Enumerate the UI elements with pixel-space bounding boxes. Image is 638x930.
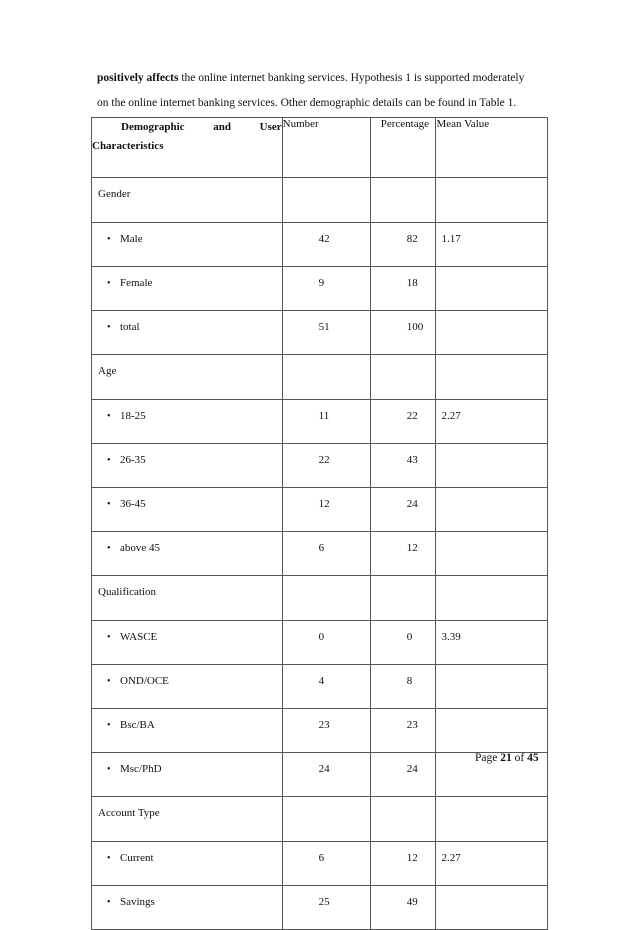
item-label-wrap — [92, 665, 282, 687]
item-label-cell — [92, 311, 283, 355]
mean-value-cell — [436, 311, 548, 355]
mean-value-cell — [436, 267, 548, 311]
number-cell: 42 — [282, 223, 370, 267]
category-number-cell — [282, 355, 370, 400]
mean-value-cell — [436, 709, 548, 753]
item-label: WASCE — [120, 631, 158, 643]
footer-total-pages: 45 — [527, 752, 539, 764]
table-body — [92, 178, 548, 930]
table-row — [92, 665, 548, 709]
percentage-cell: 22 — [370, 400, 436, 444]
table-row — [92, 709, 548, 753]
item-label-wrap — [92, 223, 282, 245]
bullet-icon: • — [107, 897, 111, 908]
bullet-icon: • — [107, 234, 111, 245]
percentage-cell: 100 — [370, 311, 436, 355]
header-characteristics-line2: Characteristics — [92, 140, 164, 152]
category-percentage-cell — [370, 576, 436, 621]
item-label-cell — [92, 223, 283, 267]
category-percentage-cell — [370, 355, 436, 400]
number-cell: 9 — [282, 267, 370, 311]
category-label: Gender — [92, 178, 283, 223]
category-number-cell — [282, 178, 370, 223]
item-label-wrap — [92, 444, 282, 466]
page-footer — [475, 752, 539, 764]
paragraph-line-2: on the online internet banking services. Other demographic details can be found in Table 1. — [97, 97, 517, 109]
table-header-row — [92, 118, 548, 178]
item-label: Male — [120, 233, 143, 245]
table-row — [92, 311, 548, 355]
table-row — [92, 621, 548, 665]
item-label-wrap — [92, 267, 282, 289]
number-cell: 51 — [282, 311, 370, 355]
bullet-icon: • — [107, 543, 111, 554]
table-row — [92, 267, 548, 311]
table-row — [92, 223, 548, 267]
header-characteristics — [92, 118, 283, 178]
line1-rest-text: the online internet banking services. Hypothesis 1 is supported moderately — [178, 72, 525, 84]
header-number: Number — [282, 118, 370, 178]
item-label-cell — [92, 709, 283, 753]
category-row — [92, 355, 548, 400]
category-mean-cell — [436, 576, 548, 621]
category-mean-cell — [436, 178, 548, 223]
table-row — [92, 444, 548, 488]
table-row — [92, 532, 548, 576]
table-row — [92, 488, 548, 532]
bullet-icon: • — [107, 676, 111, 687]
percentage-cell: 82 — [370, 223, 436, 267]
footer-page-word: Page — [475, 752, 498, 764]
percentage-cell: 43 — [370, 444, 436, 488]
item-label: 36-45 — [120, 498, 146, 510]
bullet-icon: • — [107, 853, 111, 864]
mean-value-cell: 1.17 — [436, 223, 548, 267]
item-label-cell — [92, 842, 283, 886]
item-label-cell — [92, 267, 283, 311]
paragraph-line-1 — [97, 70, 524, 86]
header-mean-value: Mean Value — [436, 118, 548, 178]
header-characteristics-line1: Demographic and User — [121, 121, 282, 133]
mean-value-cell: 2.27 — [436, 400, 548, 444]
bullet-icon: • — [107, 411, 111, 422]
number-cell: 4 — [282, 665, 370, 709]
category-row — [92, 576, 548, 621]
percentage-cell: 12 — [370, 842, 436, 886]
category-label: Qualification — [92, 576, 283, 621]
percentage-cell: 12 — [370, 532, 436, 576]
bullet-icon: • — [107, 278, 111, 289]
percentage-cell: 18 — [370, 267, 436, 311]
item-label-cell — [92, 886, 283, 930]
bullet-icon: • — [107, 720, 111, 731]
category-number-cell — [282, 576, 370, 621]
number-cell: 25 — [282, 886, 370, 930]
item-label: Savings — [120, 896, 155, 908]
category-label: Account Type — [92, 797, 283, 842]
item-label: 18-25 — [120, 410, 146, 422]
bullet-icon: • — [107, 322, 111, 333]
category-row — [92, 797, 548, 842]
item-label-wrap — [92, 311, 282, 333]
category-row — [92, 178, 548, 223]
table-row — [92, 400, 548, 444]
category-number-cell — [282, 797, 370, 842]
bold-lead-text: positively affects — [97, 72, 179, 84]
item-label-wrap — [92, 400, 282, 422]
percentage-cell: 24 — [370, 488, 436, 532]
item-label-wrap — [92, 842, 282, 864]
item-label-cell — [92, 400, 283, 444]
mean-value-cell — [436, 444, 548, 488]
percentage-cell: 0 — [370, 621, 436, 665]
item-label: 26-35 — [120, 454, 146, 466]
footer-page-number: 21 — [500, 752, 512, 764]
mean-value-cell — [436, 886, 548, 930]
percentage-cell: 24 — [370, 753, 436, 797]
item-label-wrap — [92, 532, 282, 554]
item-label-cell — [92, 753, 283, 797]
category-mean-cell — [436, 797, 548, 842]
item-label-wrap — [92, 753, 282, 775]
item-label-wrap — [92, 488, 282, 510]
header-percentage: Percentage — [370, 118, 436, 178]
number-cell: 24 — [282, 753, 370, 797]
number-cell: 6 — [282, 532, 370, 576]
item-label: OND/OCE — [120, 675, 169, 687]
number-cell: 23 — [282, 709, 370, 753]
item-label: Msc/PhD — [120, 763, 162, 775]
item-label-cell — [92, 665, 283, 709]
mean-value-cell — [436, 488, 548, 532]
number-cell: 12 — [282, 488, 370, 532]
item-label-wrap — [92, 621, 282, 643]
category-percentage-cell — [370, 797, 436, 842]
table-row — [92, 886, 548, 930]
category-percentage-cell — [370, 178, 436, 223]
percentage-cell: 49 — [370, 886, 436, 930]
item-label: total — [120, 321, 140, 333]
number-cell: 0 — [282, 621, 370, 665]
bullet-icon: • — [107, 764, 111, 775]
item-label: above 45 — [120, 542, 161, 554]
item-label-wrap — [92, 709, 282, 731]
percentage-cell: 23 — [370, 709, 436, 753]
number-cell: 22 — [282, 444, 370, 488]
mean-value-cell — [436, 665, 548, 709]
table-row — [92, 842, 548, 886]
footer-of-word: of — [514, 752, 525, 764]
number-cell: 6 — [282, 842, 370, 886]
bullet-icon: • — [107, 632, 111, 643]
bullet-icon: • — [107, 455, 111, 466]
item-label: Current — [120, 852, 154, 864]
item-label: Female — [120, 277, 153, 289]
item-label-wrap — [92, 886, 282, 908]
category-label: Age — [92, 355, 283, 400]
mean-value-cell: 3.39 — [436, 621, 548, 665]
item-label-cell — [92, 621, 283, 665]
item-label: Bsc/BA — [120, 719, 155, 731]
number-cell: 11 — [282, 400, 370, 444]
mean-value-cell — [436, 532, 548, 576]
item-label-cell — [92, 532, 283, 576]
item-label-cell — [92, 488, 283, 532]
percentage-cell: 8 — [370, 665, 436, 709]
mean-value-cell: 2.27 — [436, 842, 548, 886]
demographics-table — [91, 117, 548, 930]
item-label-cell — [92, 444, 283, 488]
category-mean-cell — [436, 355, 548, 400]
bullet-icon: • — [107, 499, 111, 510]
